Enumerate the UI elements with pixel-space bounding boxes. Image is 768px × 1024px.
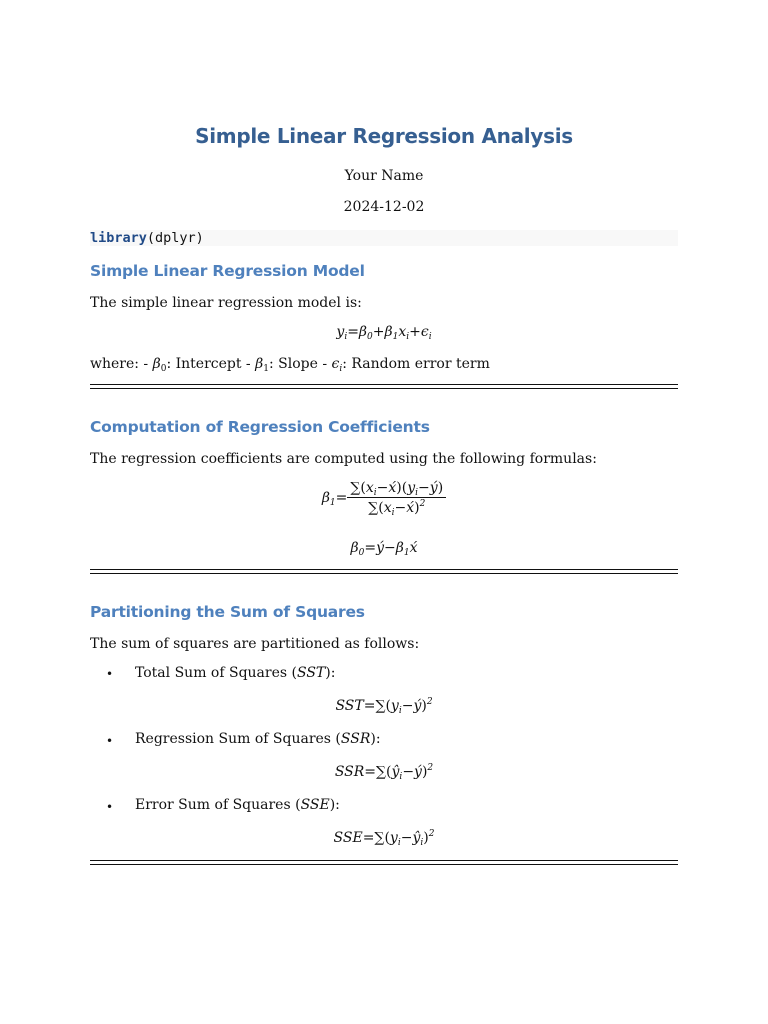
document-author: Your Name <box>344 168 424 184</box>
section-intro-coefficients: The regression coefficients are computed using the following formulas: <box>90 451 597 467</box>
section-divider <box>90 860 678 865</box>
section-heading-sum-of-squares: Partitioning the Sum of Squares <box>90 603 365 621</box>
intercept-formula: $\beta_0=ý-\beta_1x́$ <box>350 540 418 558</box>
sse-formula: $SSE=\sum(y_i-ŷ_i)^2$ <box>333 829 435 848</box>
list-item-ssr: Regression Sum of Squares (SSR): <box>135 731 381 747</box>
section-divider <box>90 569 678 574</box>
document-date: 2024-12-02 <box>343 199 425 215</box>
code-block <box>90 230 678 246</box>
slope-formula: $\beta_1=$ $\frac{\sum(x_i-x́)(y_i-ý)}{\sum(x_i-x́)^2}$ <box>90 480 678 516</box>
section-divider <box>90 384 678 389</box>
code-args: (dplyr) <box>146 230 204 246</box>
section-heading-coefficients: Computation of Regression Coefficients <box>90 418 430 436</box>
code-keyword: library <box>90 230 147 246</box>
list-item-sse: Error Sum of Squares (SSE): <box>135 797 340 813</box>
section-intro-sum-of-squares: The sum of squares are partitioned as follows: <box>90 636 420 652</box>
ssr-formula: $SSR=\sum(ŷ_i-ý)^2$ <box>334 763 434 782</box>
bullet-icon: • <box>106 667 114 681</box>
section-intro-model: The simple linear regression model is: <box>90 295 362 311</box>
section-heading-model: Simple Linear Regression Model <box>90 262 365 280</box>
sst-formula: $SST=\sum(y_i-ý)^2$ <box>335 697 433 716</box>
model-where-text: where: - $\beta_0$: Intercept - $\beta_1$: Slope - $\epsilon_i$: Random error term <box>90 356 490 374</box>
bullet-icon: • <box>106 734 114 748</box>
list-item-sst: Total Sum of Squares (SST): <box>135 665 336 681</box>
bullet-icon: • <box>106 800 114 814</box>
document-title: Simple Linear Regression Analysis <box>195 124 573 148</box>
model-equation: $y_i=\beta_0+\beta_1x_i+\epsilon_i$ <box>336 324 432 342</box>
